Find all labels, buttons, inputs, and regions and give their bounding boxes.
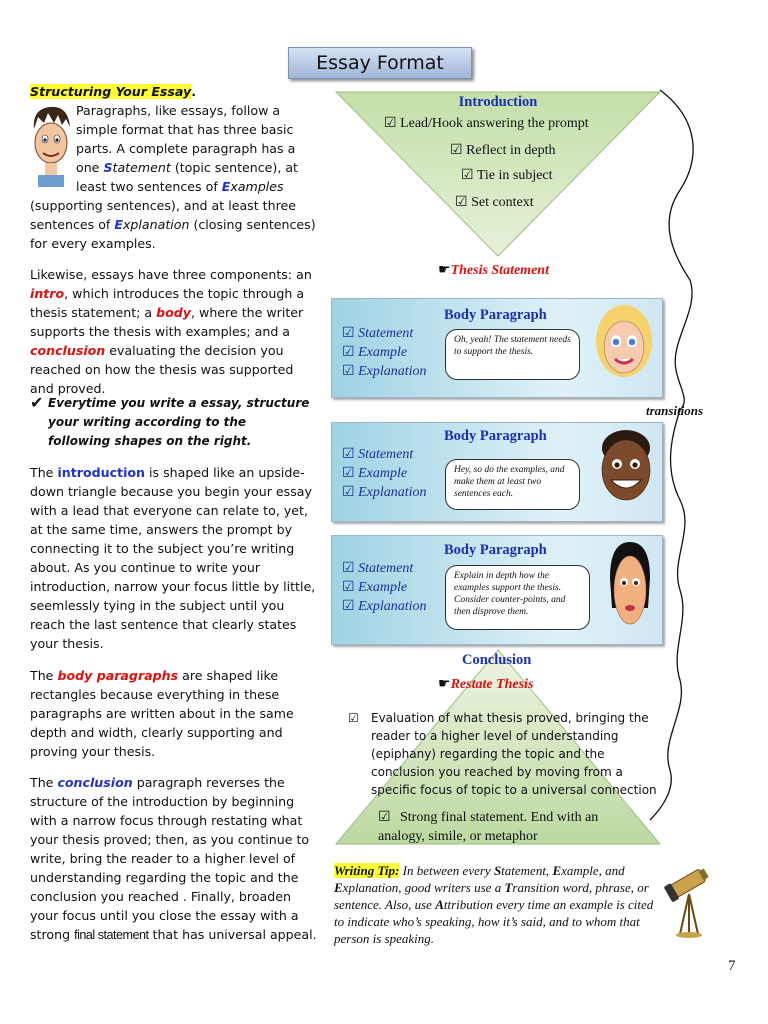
conclusion-explanation: The conclusion paragraph reverses the structure of the introduction by beginning with a narrow focus through restating what your thesis proved; then, as you continue to write, bring the reader to a higher level of understanding regarding the topic and the conclusion you reached . Finally, broaden your focus until you close the essay with a strong final statement that has universal appeal. [30, 775, 317, 942]
conclusion-title: Conclusion [462, 652, 532, 668]
transitions-label: transitions [646, 403, 704, 418]
thesis-statement: ☛Thesis Statement [438, 263, 549, 278]
body-paragraph-title: Body Paragraph [444, 542, 547, 558]
restate-thesis: ☛Restate Thesis [438, 677, 534, 692]
left-column: Structuring Your Essay. [30, 84, 197, 99]
speech-bubble: Explain in depth how the examples support the thesis. Consider counter-points, and then disprove them. [445, 565, 590, 630]
pointing-hand-icon: ☛ [438, 677, 451, 692]
smiling-man-avatar [595, 426, 657, 514]
speech-bubble: Oh, yeah! The statement needs to support the thesis. [445, 329, 580, 380]
blonde-girl-avatar [591, 301, 657, 391]
note-text: Everytime you write a essay, structure your writing according to the following shapes on the right. [48, 396, 310, 448]
page-number: 7 [728, 958, 736, 974]
body-paragraph-title: Body Paragraph [444, 428, 547, 444]
intro-item: ☑ Lead/Hook answering the prompt [384, 115, 589, 131]
components-paragraph: Likewise, essays have three components: an intro, which introduces the topic through a thesis statement; a body, where the writer supports the thesis with examples; and a conclusion evaluating the decision you reached on how the thesis was supported and proved. [30, 267, 312, 396]
pointing-hand-icon: ☛ [438, 263, 451, 278]
intro-item: ☑ Reflect in depth [450, 142, 556, 158]
body-items: ☑ Statement ☑ Example ☑ Explanation [342, 325, 427, 379]
introduction-explanation: The introduction is shaped like an upside-down triangle because you begin your essay with a lead that everyone can relate to, yet, at the same time, answers the prompt by connecting it to the subject you’re writing about. As you continue to write your introduction, narrow your focus little by little, seemlessly tying in the subject until you reach the last sentence that clearly states your thesis. [30, 465, 316, 651]
body-items: ☑ Statement ☑ Example ☑ Explanation [342, 446, 427, 500]
page-title: Essay Format [288, 47, 472, 79]
writing-tip: Writing Tip: In between every Statement, Example, and Explanation, good writers use a Transition word, phrase, or sentence. Also, use Attribution every time an example is cited to indicate who’s speaking, how it’s said, and to whom that person is speaking. [334, 863, 654, 946]
intro-item: ☑ Tie in subject [461, 167, 553, 183]
section-heading: Structuring Your Essay [30, 84, 192, 99]
checkbox-icon: ☑ [348, 711, 359, 725]
telescope-icon [664, 860, 714, 940]
body-items: ☑ Statement ☑ Example ☑ Explanation [342, 560, 427, 614]
body-paragraph-title: Body Paragraph [444, 307, 547, 323]
body-explanation: The body paragraphs are shaped like rectangles because everything in these paragraphs are written about in the same depth and width, clearly supporting and proving your thesis. [30, 668, 294, 759]
dark-hair-woman-avatar [604, 538, 656, 638]
checkmark-icon: ✔ [30, 393, 44, 412]
intro-paragraph: Paragraphs, like essays, follow a simple format that has three basic parts. A complete paragraph has a one Statement (topic sentence), at least two sentences of Examples (supporting sentences), and at least three sentences of Explanation (closing sentences) for every examples. [30, 103, 316, 251]
intro-item: ☑ Set context [455, 194, 534, 210]
speech-bubble: Hey, so do the examples, and make them at least two sentences each. [445, 459, 580, 510]
conclusion-item: ☑ Strong final statement. End with an analogy, simile, or metaphor [378, 809, 599, 844]
introduction-title: Introduction [458, 94, 538, 110]
conclusion-item: Evaluation of what thesis proved, bringing the reader to a higher level of understanding (epiphany) regarding the topic and the conclusion you reached by moving from a specific focus of topic to a universal connection [371, 711, 657, 797]
